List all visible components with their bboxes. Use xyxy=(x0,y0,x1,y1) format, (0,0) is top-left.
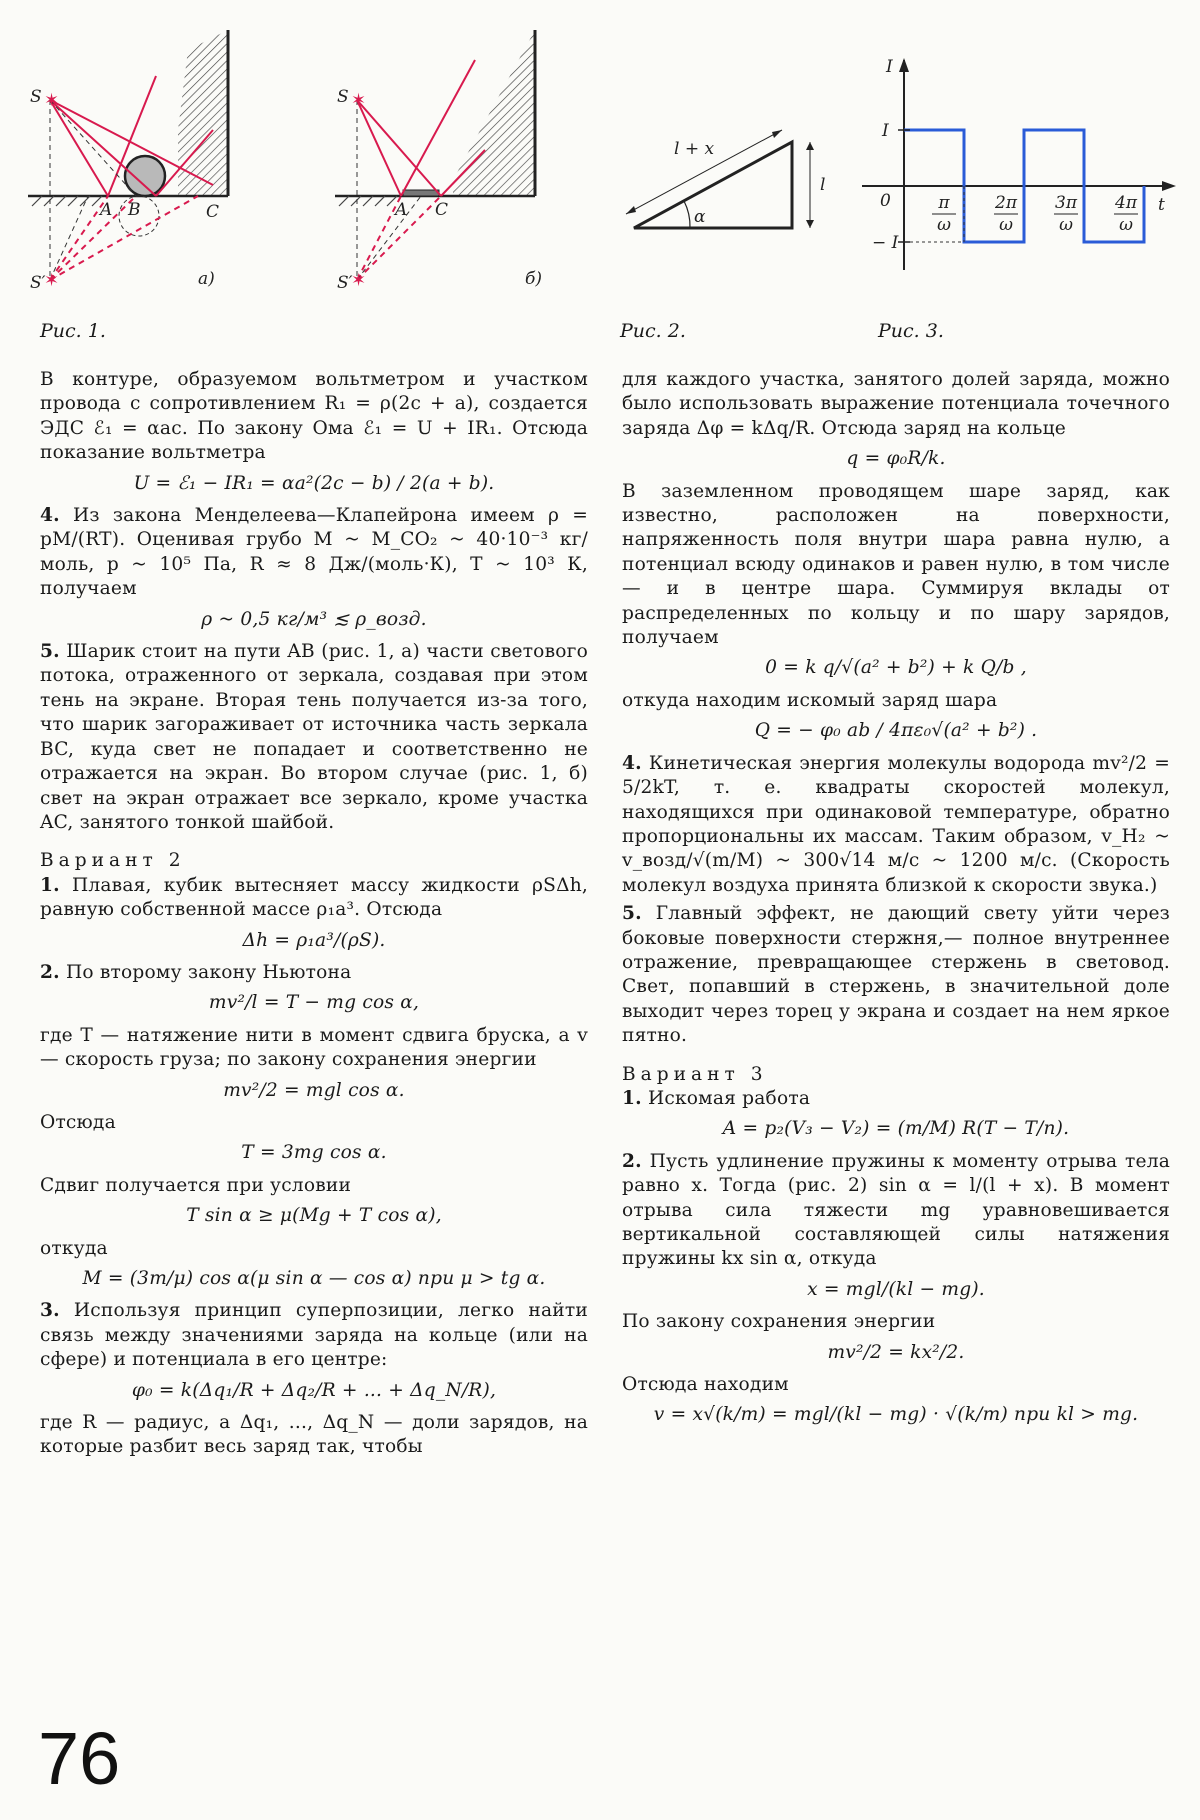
paragraph: Сдвиг получается при условии xyxy=(40,1174,352,1196)
paragraph: откуда находим искомый заряд шара xyxy=(622,689,998,711)
problem-text: Из закона Менделеева—Клапейрона имеем ρ = pM/(RT). Оценивая грубо M ~ M_CO₂ ~ 40·10⁻³ кг/моль, p ~ 10⁵ Па, R ≈ 8 Дж/(моль·К), T ~ 10³ К, получаем xyxy=(40,505,588,600)
fig1a-label-c: C xyxy=(206,202,220,222)
fig3-tick-numerator: 3π xyxy=(1055,193,1077,213)
figure-3-caption: Рис. 3. xyxy=(878,320,944,342)
problem-number: 1. xyxy=(622,1087,642,1109)
fig3-i-top-label: I xyxy=(882,121,889,141)
fig3-tick-numerator: π xyxy=(938,193,950,213)
formula: M = (3m/μ) cos α(μ sin α — cos α) при μ > tg α. xyxy=(82,1268,546,1289)
problem-2 xyxy=(622,1150,1170,1272)
fig1a-label-s: S xyxy=(30,87,42,107)
problem-text: Плавая, кубик вытесняет массу жидкости ρSΔh, равную собственной массе ρ₁a³. Отсюда xyxy=(40,874,588,921)
formula: φ₀ = k(Δq₁/R + Δq₂/R + ... + Δq_N/R), xyxy=(131,1379,497,1401)
problem-number: 5. xyxy=(40,641,60,663)
figure-1a-mirror-ball xyxy=(28,30,268,292)
formula: mv²/2 = mgl cos α. xyxy=(223,1079,405,1101)
svg-text:✶: ✶ xyxy=(351,270,367,291)
problem-text: Используя принцип суперпозиции, легко найти связь между значениями заряда на кольце (или на сфере) и потенциала в его центре: xyxy=(40,1300,588,1371)
problem-1 xyxy=(622,1087,1170,1111)
formula: U = ℰ₁ − IR₁ = αa²(2c − b) / 2(a + b). xyxy=(133,472,495,494)
problem-number: 1. xyxy=(40,874,60,896)
fig2-label-side: l xyxy=(820,175,826,195)
svg-text:✶: ✶ xyxy=(44,90,60,111)
fig3-tick-numerator: 4π xyxy=(1115,193,1137,213)
paragraph: где R — радиус, а Δq₁, ..., Δq_N — доли зарядов, на которые разбит весь заряд так, чтобы xyxy=(40,1412,588,1458)
svg-text:✶: ✶ xyxy=(44,270,60,291)
problem-text: Кинетическая энергия молекулы водорода mv²/2 = 5/2kT, т. е. квадраты скоростей молекул, находящихся при одинаковой температуре, обратно пропорциональны их массам. Таким образом, v_H₂ ~ v_возд/√(m/M) ~ 300√14 м/с ~ 1200 м/с. (Скорость молекул воздуха принята близкой к скорости звука.) xyxy=(622,752,1170,896)
fig1a-tag: а) xyxy=(198,269,215,289)
formula: mv²/l = T − mg cos α, xyxy=(208,992,420,1014)
problem-4 xyxy=(40,504,588,602)
problem-text: Главный эффект, не дающий свету уйти через боковые поверхности стержня,— полное внутреннее отражение, превращающее стержень в световод. Свет, попавший в стержень, в значительной доле выходит через торец у экрана и создает на нем яркое пятно. xyxy=(622,903,1170,1047)
formula: ρ ~ 0,5 кг/м³ ≲ ρ_возд. xyxy=(201,608,427,630)
formula: T = 3mg cos α. xyxy=(241,1142,387,1164)
problem-number: 2. xyxy=(622,1150,642,1172)
paragraph: В контуре, образуемом вольтметром и участком провода с сопротивлением R₁ = ρ(2c + a), создается ЭДС ℰ₁ = αac. По закону Ома ℰ₁ = U + IR₁. Отсюда показание вольтметра xyxy=(40,369,588,464)
paragraph: Отсюда xyxy=(40,1111,116,1133)
figure-1b-mirror-washer xyxy=(335,30,575,292)
fig3-tick-denominator: ω xyxy=(999,215,1013,235)
problem-5 xyxy=(40,640,588,835)
problem-3 xyxy=(40,1299,588,1372)
fig3-origin-label: 0 xyxy=(880,191,891,211)
right-column xyxy=(622,368,1170,1436)
problem-number: 2. xyxy=(40,961,60,983)
problem-text: По второму закону Ньютона xyxy=(65,961,352,983)
figure-2-caption: Рис. 2. xyxy=(620,320,686,342)
problem-2 xyxy=(40,961,588,985)
fig3-y-axis-label: I xyxy=(886,57,893,77)
formula: Q = − φ₀ ab / 4πε₀√(a² + b²) . xyxy=(754,720,1038,742)
problem-number: 5. xyxy=(622,903,642,925)
fig1b-tag: б) xyxy=(525,269,543,289)
formula: Δh = ρ₁a³/(ρS). xyxy=(242,929,386,951)
fig3-tick-denominator: ω xyxy=(1119,215,1133,235)
problem-text: Шарик стоит на пути AB (рис. 1, а) части светового потока, отраженного от зеркала, создавая при этом тень на экране. Вторая тень получается из-за того, что шарик загораживает от источника часть зеркала BC, куда свет не попадает и соответственно не отражается на экран. Во втором случае (рис. 1, б) свет на экран отражает все зеркало, кроме участка AC, занятого тонкой шайбой. xyxy=(40,641,588,833)
formula: v = x√(k/m) = mgl/(kl − mg) · √(k/m) при kl > mg. xyxy=(653,1404,1139,1426)
svg-text:✶: ✶ xyxy=(351,90,367,111)
fig3-tick-denominator: ω xyxy=(1059,215,1073,235)
problem-1 xyxy=(40,874,588,923)
fig3-x-axis-label: t xyxy=(1158,195,1165,215)
figure-3-current-graph xyxy=(862,56,1182,282)
formula: q = φ₀R/k. xyxy=(846,448,946,470)
problem-5 xyxy=(622,902,1170,1048)
problem-number: 4. xyxy=(40,505,60,527)
formula: T sin α ≥ μ(Mg + T cos α), xyxy=(186,1205,442,1227)
paragraph: По закону сохранения энергии xyxy=(622,1311,936,1333)
page-number: 76 xyxy=(38,1717,121,1800)
fig1a-label-a: A xyxy=(100,200,113,220)
fig2-label-hyp: l + x xyxy=(674,139,715,159)
fig1b-label-c: C xyxy=(435,200,449,220)
fig1a-label-b: B xyxy=(128,200,141,220)
left-column xyxy=(40,368,588,1464)
fig3-i-bottom-label: − I xyxy=(872,233,899,253)
formula: mv²/2 = kx²/2. xyxy=(827,1341,965,1363)
fig1a-label-s-prime: S′ xyxy=(30,273,46,292)
problem-text: Искомая работа xyxy=(647,1087,811,1109)
fig1b-label-s-prime: S′ xyxy=(337,273,353,292)
formula: x = mgl/(kl − mg). xyxy=(807,1278,985,1300)
formula: A = p₂(V₃ − V₂) = (m/M) R(T − T/n). xyxy=(722,1118,1070,1140)
variant-heading: Вариант 3 xyxy=(622,1063,768,1085)
problem-text: Пусть удлинение пружины к моменту отрыва тела равно x. Тогда (рис. 2) sin α = l/(l + x). В момент отрыва сила тяжести mg уравновешивается вертикальной составляющей силы натяжения пружины kx sin α, откуда xyxy=(622,1150,1170,1270)
fig3-tick-denominator: ω xyxy=(937,215,951,235)
problem-number: 3. xyxy=(40,1300,60,1322)
figure-2-triangle xyxy=(620,128,840,240)
paragraph: В заземленном проводящем шаре заряд, как известно, расположен на поверхности, напряженность поля внутри шара равна нулю, а потенциал всюду одинаков и равен нулю, в том числе — и в центре шара. Суммируя вклады от распределенных по кольцу и по шару зарядов, получаем xyxy=(622,480,1170,649)
paragraph: Отсюда находим xyxy=(622,1374,789,1396)
problem-4 xyxy=(622,752,1170,898)
fig3-tick-numerator: 2π xyxy=(995,193,1017,213)
formula: 0 = k q/√(a² + b²) + k Q/b , xyxy=(765,657,1027,679)
fig1b-label-a: A xyxy=(395,200,408,220)
problem-number: 4. xyxy=(622,752,642,774)
paragraph: откуда xyxy=(40,1237,108,1259)
fig1b-label-s: S xyxy=(337,87,349,107)
paragraph: для каждого участка, занятого долей заряда, можно было использовать выражение потенциала точечного заряда Δφ = kΔq/R. Отсюда заряд на кольце xyxy=(622,369,1170,439)
variant-heading: Вариант 2 xyxy=(40,850,186,872)
figure-1-caption: Рис. 1. xyxy=(40,320,106,342)
paragraph: где T — натяжение нити в момент сдвига бруска, а v — скорость груза; по закону сохранения энергии xyxy=(40,1024,588,1071)
fig2-label-angle: α xyxy=(694,207,706,227)
